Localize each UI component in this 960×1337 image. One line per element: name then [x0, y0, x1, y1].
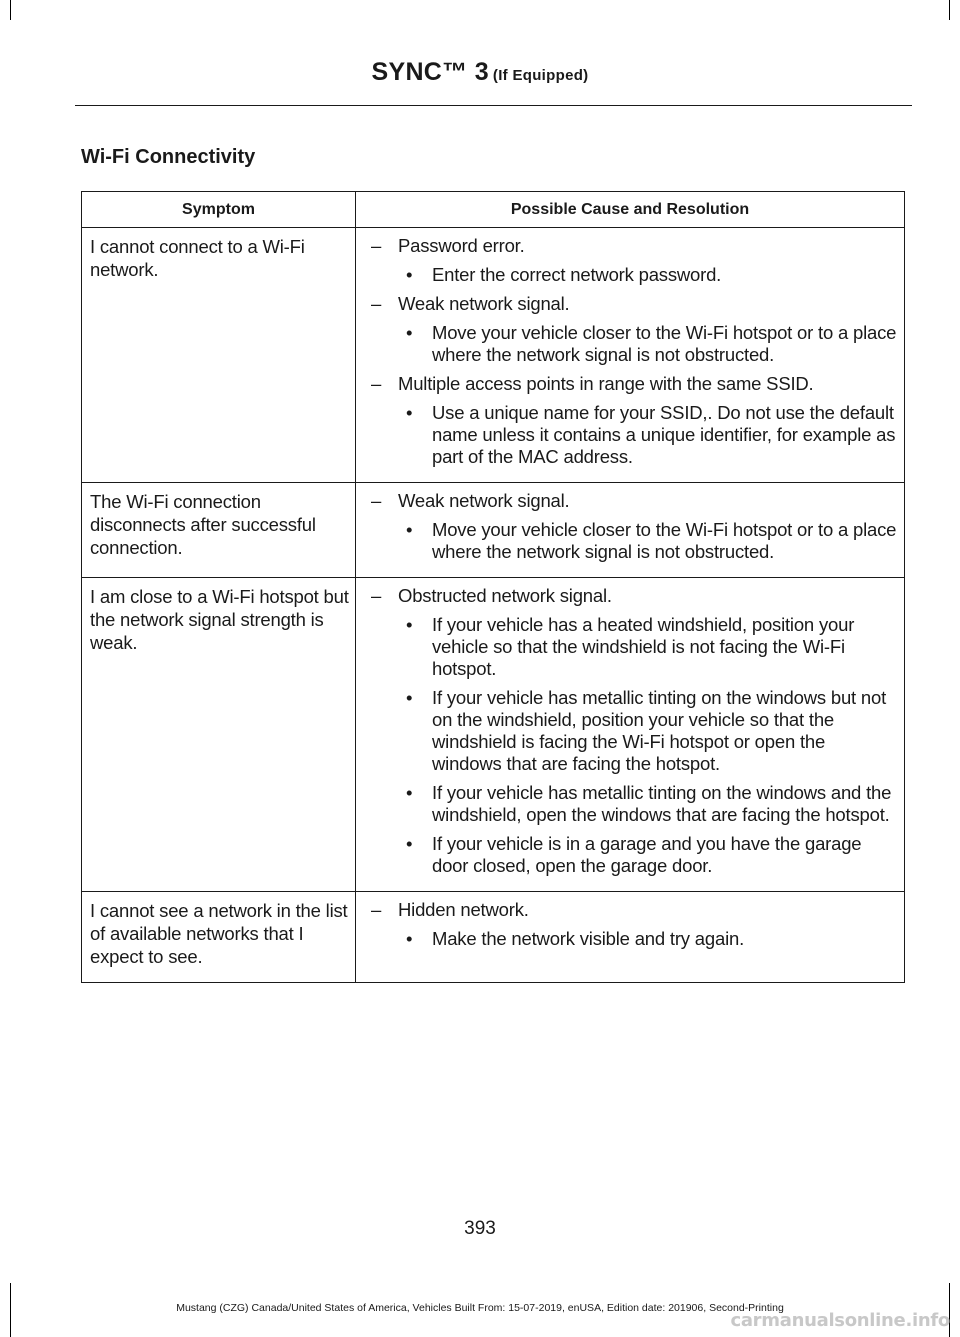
fix-text: Move your vehicle closer to the Wi-Fi hotspot or to a place where the network signal is not obstructed.: [432, 519, 897, 562]
bullet-marker: •: [406, 928, 413, 949]
cause-item: [371, 490, 898, 512]
bullet-marker: •: [406, 687, 413, 708]
table-row: [82, 578, 905, 892]
bullet-marker: •: [406, 264, 413, 285]
symptom-cell: I cannot connect to a Wi-Fi network.: [82, 228, 356, 483]
cause-item: [371, 899, 898, 921]
fix-item: [398, 833, 898, 877]
fix-item: [398, 687, 898, 775]
footer-edition-info: Mustang (CZG) Canada/United States of America, Vehicles Built From: 15-07-2019, enUSA, Edition date: 201906, Second-Printing: [176, 1302, 784, 1314]
cause-text: Multiple access points in range with the same SSID.: [398, 373, 814, 394]
table-body: [82, 228, 905, 983]
bullet-marker: •: [406, 614, 413, 635]
fix-item: [398, 264, 898, 286]
fix-text: If your vehicle has a heated windshield, position your vehicle so that the windshield is not facing the Wi-Fi hotspot.: [432, 614, 855, 679]
page-number: 393: [464, 1218, 496, 1239]
fix-item: [398, 519, 898, 563]
dash-marker: –: [371, 373, 382, 394]
watermark: carmanualsonline.info: [730, 1310, 950, 1331]
cause-group: [371, 373, 898, 468]
fix-text: Move your vehicle closer to the Wi-Fi hotspot or to a place where the network signal is not obstructed.: [432, 322, 897, 365]
dash-marker: –: [371, 293, 382, 314]
crop-mark-top-left: [10, 0, 11, 20]
cause-group: [371, 899, 898, 950]
fix-item: [398, 322, 898, 366]
table-row: [82, 483, 905, 578]
resolution-cell: [356, 483, 905, 578]
fix-item: [398, 402, 898, 468]
table-row: [82, 228, 905, 483]
page-header-subtitle: (If Equipped): [492, 67, 589, 84]
symptom-cell: The Wi-Fi connection disconnects after successful connection.: [82, 483, 356, 578]
fix-text: Enter the correct network password.: [432, 264, 722, 285]
cause-item: [371, 373, 898, 395]
bullet-marker: •: [406, 322, 413, 343]
bullet-marker: •: [406, 833, 413, 854]
fix-text: If your vehicle has metallic tinting on the windows but not on the windshield, position your vehicle so that the windshield is facing the Wi-Fi hotspot or open the windows that are facing the hotspot.: [432, 687, 887, 774]
symptom-cell: I cannot see a network in the list of available networks that I expect to see.: [82, 892, 356, 983]
resolution-cell: [356, 228, 905, 483]
symptom-cell: I am close to a Wi-Fi hotspot but the network signal strength is weak.: [82, 578, 356, 892]
cause-text: Weak network signal.: [398, 293, 570, 314]
fix-text: Use a unique name for your SSID,. Do not use the default name unless it contains a unique identifier, for example as part of the MAC address.: [432, 402, 896, 467]
dash-marker: –: [371, 585, 382, 606]
resolution-cell: [356, 892, 905, 983]
table-row: [82, 892, 905, 983]
bullet-marker: •: [406, 402, 413, 423]
troubleshooting-table: [81, 191, 905, 983]
page-header: [0, 58, 960, 87]
fix-text: If your vehicle has metallic tinting on the windows and the windshield, open the windows that are facing the hotspot.: [432, 782, 892, 825]
cause-group: [371, 490, 898, 563]
crop-mark-top-right: [949, 0, 950, 20]
cause-text: Hidden network.: [398, 899, 529, 920]
fix-item: [398, 782, 898, 826]
cause-item: [371, 235, 898, 257]
cause-group: [371, 585, 898, 877]
column-header-symptom: Symptom: [82, 192, 356, 228]
dash-marker: –: [371, 899, 382, 920]
cause-group: [371, 235, 898, 286]
fix-text: Make the network visible and try again.: [432, 928, 745, 949]
header-divider: [75, 105, 912, 106]
cause-text: Weak network signal.: [398, 490, 570, 511]
dash-marker: –: [371, 235, 382, 256]
cause-text: Obstructed network signal.: [398, 585, 612, 606]
fix-text: If your vehicle is in a garage and you have the garage door closed, open the garage door.: [432, 833, 862, 876]
table-header-row: [82, 192, 905, 228]
section-title: Wi-Fi Connectivity: [81, 146, 256, 168]
cause-text: Password error.: [398, 235, 525, 256]
bullet-marker: •: [406, 782, 413, 803]
fix-item: [398, 928, 898, 950]
fix-item: [398, 614, 898, 680]
cause-item: [371, 585, 898, 607]
page-header-title: SYNC™ 3: [371, 58, 489, 86]
cause-group: [371, 293, 898, 366]
cause-item: [371, 293, 898, 315]
resolution-cell: [356, 578, 905, 892]
bullet-marker: •: [406, 519, 413, 540]
dash-marker: –: [371, 490, 382, 511]
column-header-resolution: Possible Cause and Resolution: [356, 192, 905, 228]
